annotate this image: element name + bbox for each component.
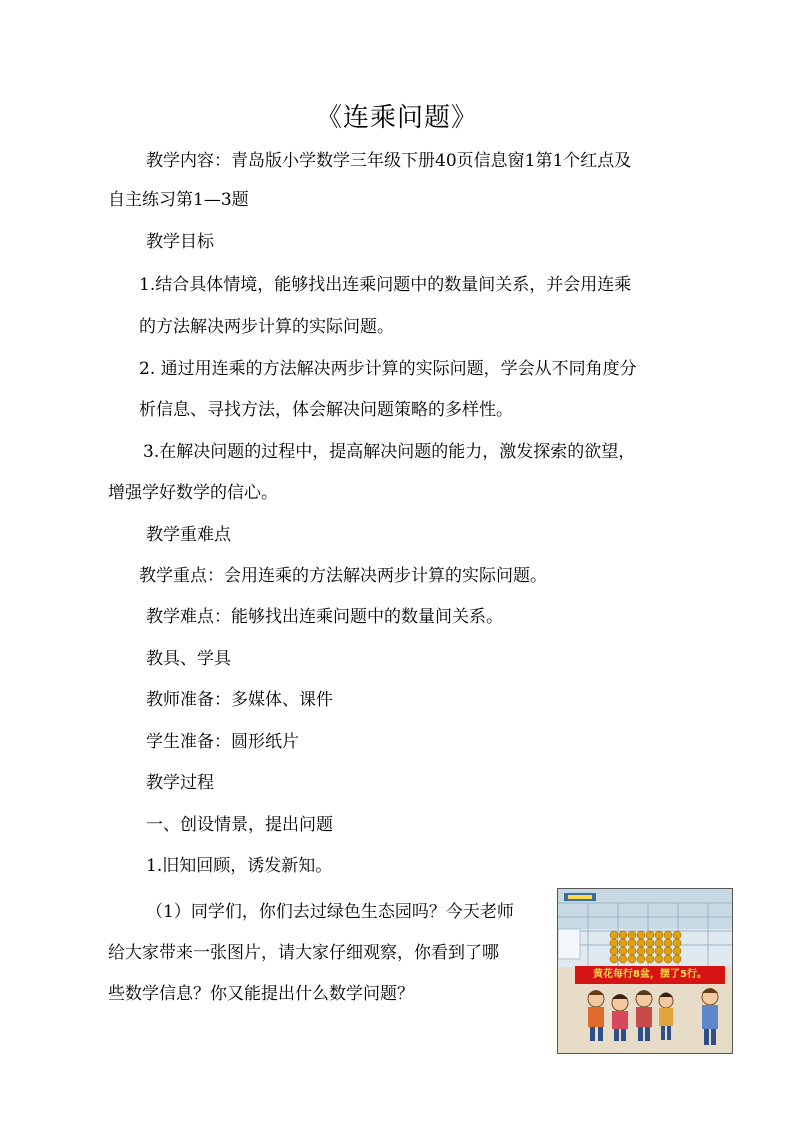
page-title: 《连乘问题》 bbox=[315, 103, 478, 133]
objective-3-line2: 增强学好数学的信心。 bbox=[108, 483, 278, 503]
difficult-point: 教学难点：能够找出连乘问题中的数量间关系。 bbox=[146, 607, 503, 627]
section-1-heading: 一、创设情景，提出问题 bbox=[146, 815, 333, 835]
illustration-caption: 黄花每行8盆，摆了5行。 bbox=[575, 966, 725, 984]
teacher-prep: 教师准备：多媒体、课件 bbox=[146, 690, 333, 710]
step-1-heading: 1.旧知回顾，诱发新知。 bbox=[146, 856, 333, 876]
paragraph-content-line1: 教学内容：青岛版小学数学三年级下册40页信息窗1第1个红点及 bbox=[146, 151, 632, 171]
paragraph-content-line2: 自主练习第1—3题 bbox=[108, 190, 249, 210]
objective-2-line2: 析信息、寻找方法，体会解决问题策略的多样性。 bbox=[139, 400, 513, 420]
objective-1-line1: 1.结合具体情境，能够找出连乘问题中的数量间关系，并会用连乘 bbox=[139, 275, 632, 295]
objective-3-line1: 3.在解决问题的过程中，提高解决问题的能力，激发探索的欲望， bbox=[143, 442, 636, 462]
heading-objectives: 教学目标 bbox=[146, 232, 214, 252]
heading-tools: 教具、学具 bbox=[146, 649, 231, 669]
step-1-text-line3: 些数学信息？你又能提出什么数学问题？ bbox=[108, 984, 414, 1004]
heading-process: 教学过程 bbox=[146, 773, 214, 793]
key-point: 教学重点：会用连乘的方法解决两步计算的实际问题。 bbox=[139, 566, 547, 586]
step-1-text-line1: （1）同学们，你们去过绿色生态园吗？今天老师 bbox=[146, 902, 514, 922]
objective-1-line2: 的方法解决两步计算的实际问题。 bbox=[139, 317, 394, 337]
step-1-text-line2: 给大家带来一张图片，请大家仔细观察，你看到了哪 bbox=[108, 943, 499, 963]
student-prep: 学生准备：圆形纸片 bbox=[146, 732, 299, 752]
objective-2-line1: 2. 通过用连乘的方法解决两步计算的实际问题，学会从不同角度分 bbox=[139, 359, 637, 379]
heading-key-points: 教学重难点 bbox=[146, 525, 231, 545]
